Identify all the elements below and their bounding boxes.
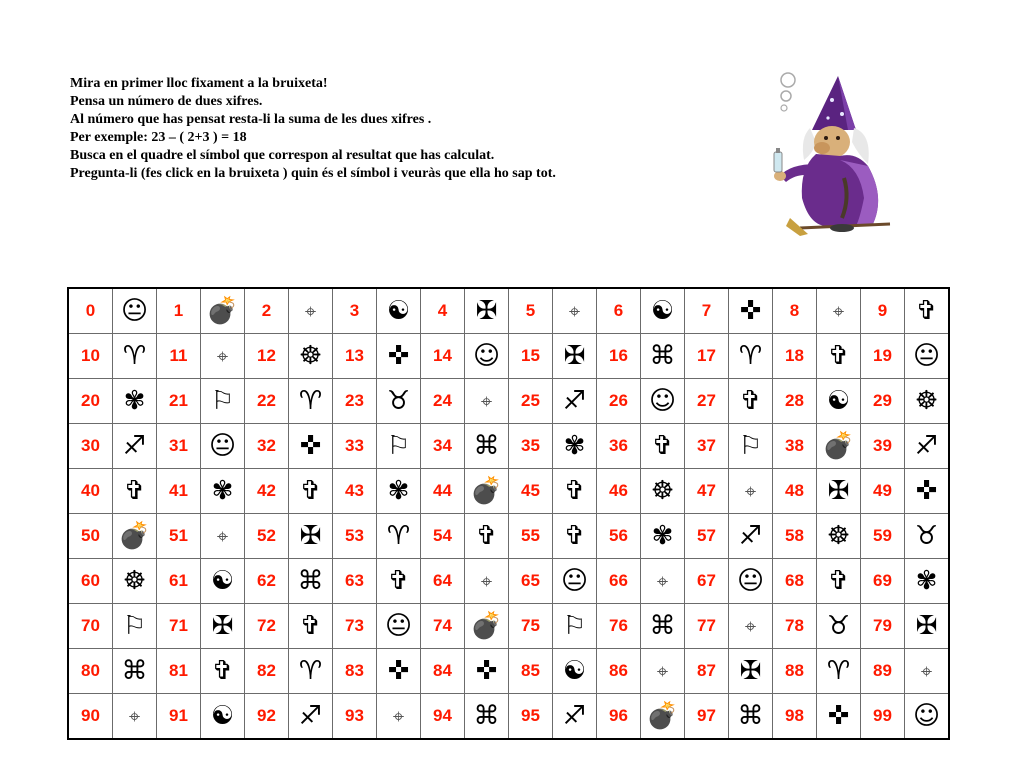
smile-face-icon: ☺ (465, 334, 509, 379)
grid-number: 67 (685, 559, 729, 604)
grid-number: 11 (157, 334, 201, 379)
dharma-wheel-icon: ☸ (817, 514, 861, 559)
crosshair-icon: ⌖ (289, 288, 333, 334)
aries-icon: ♈ (113, 334, 157, 379)
neutral-face-icon: 😐 (729, 559, 773, 604)
grid-number: 51 (157, 514, 201, 559)
command-key-icon: ⌘ (465, 694, 509, 740)
table-row (68, 334, 949, 379)
grid-number: 44 (421, 469, 465, 514)
maltese-cross-icon: ✠ (465, 288, 509, 334)
instruction-line-1: Mira en primer lloc fixament a la bruixeta! (70, 76, 328, 91)
latin-cross-icon: ✞ (729, 379, 773, 424)
celtic-cross-icon: ✜ (289, 424, 333, 469)
grid-number: 20 (68, 379, 113, 424)
maltese-cross-icon: ✠ (553, 334, 597, 379)
grid-number: 81 (157, 649, 201, 694)
instruction-line-3: Al número que has pensat resta-li la suma de les dues xifres . (70, 112, 432, 127)
latin-cross-icon: ✞ (289, 469, 333, 514)
grid-number: 70 (68, 604, 113, 649)
crosshair-icon: ⌖ (641, 559, 685, 604)
flag-icon: ⚐ (377, 424, 421, 469)
flag-icon: ⚐ (201, 379, 245, 424)
grid-number: 34 (421, 424, 465, 469)
grid-number: 26 (597, 379, 641, 424)
grid-number: 14 (421, 334, 465, 379)
sagittarius-icon: ♐ (553, 694, 597, 740)
grid-number: 37 (685, 424, 729, 469)
sagittarius-icon: ♐ (729, 514, 773, 559)
grid-number: 61 (157, 559, 201, 604)
grid-number: 59 (861, 514, 905, 559)
grid-number: 72 (245, 604, 289, 649)
crosshair-icon: ⌖ (553, 288, 597, 334)
flower-icon: ✾ (553, 424, 597, 469)
table-row (68, 694, 949, 740)
latin-cross-icon: ✞ (377, 559, 421, 604)
yin-yang-icon: ☯ (201, 559, 245, 604)
grid-number: 94 (421, 694, 465, 740)
grid-number: 87 (685, 649, 729, 694)
grid-number: 54 (421, 514, 465, 559)
grid-number: 19 (861, 334, 905, 379)
neutral-face-icon: 😐 (113, 288, 157, 334)
command-key-icon: ⌘ (641, 334, 685, 379)
grid-number: 76 (597, 604, 641, 649)
crosshair-icon: ⌖ (817, 288, 861, 334)
grid-number: 40 (68, 469, 113, 514)
yin-yang-icon: ☯ (817, 379, 861, 424)
celtic-cross-icon: ✜ (817, 694, 861, 740)
grid-number: 80 (68, 649, 113, 694)
grid-number: 42 (245, 469, 289, 514)
maltese-cross-icon: ✠ (289, 514, 333, 559)
crosshair-icon: ⌖ (113, 694, 157, 740)
flag-icon: ⚐ (729, 424, 773, 469)
grid-number: 97 (685, 694, 729, 740)
neutral-face-icon: 😐 (377, 604, 421, 649)
maltese-cross-icon: ✠ (729, 649, 773, 694)
grid-number: 5 (509, 288, 553, 334)
grid-number: 57 (685, 514, 729, 559)
grid-number: 18 (773, 334, 817, 379)
aries-icon: ♈ (729, 334, 773, 379)
crosshair-icon: ⌖ (729, 469, 773, 514)
grid-number: 24 (421, 379, 465, 424)
grid-number: 90 (68, 694, 113, 740)
sagittarius-icon: ♐ (553, 379, 597, 424)
latin-cross-icon: ✞ (553, 469, 597, 514)
yin-yang-icon: ☯ (553, 649, 597, 694)
instruction-line-6: Pregunta-li (fes click en la bruixeta ) quin és el símbol i veuràs que ella ho sap tot. (70, 166, 556, 181)
latin-cross-icon: ✞ (641, 424, 685, 469)
celtic-cross-icon: ✜ (465, 649, 509, 694)
grid-number: 78 (773, 604, 817, 649)
flower-icon: ✾ (201, 469, 245, 514)
grid-number: 89 (861, 649, 905, 694)
flower-icon: ✾ (113, 379, 157, 424)
grid-number: 13 (333, 334, 377, 379)
grid-number: 36 (597, 424, 641, 469)
table-row (68, 649, 949, 694)
grid-number: 29 (861, 379, 905, 424)
grid-number: 12 (245, 334, 289, 379)
grid-number: 35 (509, 424, 553, 469)
table-row (68, 424, 949, 469)
latin-cross-icon: ✞ (201, 649, 245, 694)
grid-number: 2 (245, 288, 289, 334)
crosshair-icon: ⌖ (377, 694, 421, 740)
grid-number: 60 (68, 559, 113, 604)
grid-number: 22 (245, 379, 289, 424)
grid-number: 10 (68, 334, 113, 379)
grid-number: 65 (509, 559, 553, 604)
flower-icon: ✾ (377, 469, 421, 514)
crosshair-icon: ⌖ (729, 604, 773, 649)
command-key-icon: ⌘ (465, 424, 509, 469)
sagittarius-icon: ♐ (905, 424, 950, 469)
grid-number: 96 (597, 694, 641, 740)
grid-number: 28 (773, 379, 817, 424)
grid-number: 99 (861, 694, 905, 740)
latin-cross-icon: ✞ (905, 288, 950, 334)
neutral-face-icon: 😐 (905, 334, 950, 379)
dharma-wheel-icon: ☸ (905, 379, 950, 424)
table-row (68, 559, 949, 604)
grid-number: 58 (773, 514, 817, 559)
grid-number: 43 (333, 469, 377, 514)
grid-number: 17 (685, 334, 729, 379)
grid-number: 3 (333, 288, 377, 334)
grid-number: 85 (509, 649, 553, 694)
grid-number: 16 (597, 334, 641, 379)
grid-number: 92 (245, 694, 289, 740)
command-key-icon: ⌘ (729, 694, 773, 740)
grid-number: 73 (333, 604, 377, 649)
grid-number: 15 (509, 334, 553, 379)
neutral-face-icon: 😐 (553, 559, 597, 604)
grid-number: 6 (597, 288, 641, 334)
crosshair-icon: ⌖ (201, 334, 245, 379)
grid-number: 95 (509, 694, 553, 740)
grid-number: 69 (861, 559, 905, 604)
maltese-cross-icon: ✠ (201, 604, 245, 649)
grid-number: 82 (245, 649, 289, 694)
crosshair-icon: ⌖ (641, 649, 685, 694)
celtic-cross-icon: ✜ (905, 469, 950, 514)
aries-icon: ♈ (289, 649, 333, 694)
grid-number: 1 (157, 288, 201, 334)
sagittarius-icon: ♐ (113, 424, 157, 469)
crosshair-icon: ⌖ (905, 649, 950, 694)
witch-button[interactable] (760, 68, 930, 238)
grid-number: 4 (421, 288, 465, 334)
grid-number: 32 (245, 424, 289, 469)
bomb-icon: 💣 (641, 694, 685, 740)
neutral-face-icon: 😐 (201, 424, 245, 469)
yin-yang-icon: ☯ (201, 694, 245, 740)
grid-number: 55 (509, 514, 553, 559)
grid-number: 79 (861, 604, 905, 649)
instruction-line-4: Per exemple: 23 – ( 2+3 ) = 18 (70, 130, 247, 145)
aries-icon: ♈ (289, 379, 333, 424)
latin-cross-icon: ✞ (289, 604, 333, 649)
taurus-icon: ♉ (905, 514, 950, 559)
symbol-table-container (67, 287, 950, 740)
dharma-wheel-icon: ☸ (113, 559, 157, 604)
celtic-cross-icon: ✜ (377, 649, 421, 694)
maltese-cross-icon: ✠ (817, 469, 861, 514)
grid-number: 75 (509, 604, 553, 649)
grid-number: 21 (157, 379, 201, 424)
flower-icon: ✾ (641, 514, 685, 559)
bomb-icon: 💣 (201, 288, 245, 334)
bomb-icon: 💣 (465, 469, 509, 514)
grid-number: 45 (509, 469, 553, 514)
flag-icon: ⚐ (113, 604, 157, 649)
grid-number: 84 (421, 649, 465, 694)
dharma-wheel-icon: ☸ (641, 469, 685, 514)
command-key-icon: ⌘ (289, 559, 333, 604)
table-row (68, 379, 949, 424)
taurus-icon: ♉ (817, 604, 861, 649)
grid-number: 93 (333, 694, 377, 740)
aries-icon: ♈ (377, 514, 421, 559)
grid-number: 7 (685, 288, 729, 334)
latin-cross-icon: ✞ (113, 469, 157, 514)
grid-number: 91 (157, 694, 201, 740)
latin-cross-icon: ✞ (553, 514, 597, 559)
grid-number: 27 (685, 379, 729, 424)
grid-number: 64 (421, 559, 465, 604)
latin-cross-icon: ✞ (465, 514, 509, 559)
latin-cross-icon: ✞ (817, 334, 861, 379)
sagittarius-icon: ♐ (289, 694, 333, 740)
dharma-wheel-icon: ☸ (289, 334, 333, 379)
table-row (68, 469, 949, 514)
grid-number: 77 (685, 604, 729, 649)
grid-number: 46 (597, 469, 641, 514)
grid-number: 71 (157, 604, 201, 649)
grid-number: 9 (861, 288, 905, 334)
grid-number: 63 (333, 559, 377, 604)
instructions-text (70, 75, 770, 183)
grid-number: 41 (157, 469, 201, 514)
grid-number: 0 (68, 288, 113, 334)
grid-number: 39 (861, 424, 905, 469)
grid-number: 31 (157, 424, 201, 469)
bomb-icon: 💣 (817, 424, 861, 469)
grid-number: 50 (68, 514, 113, 559)
grid-number: 38 (773, 424, 817, 469)
command-key-icon: ⌘ (641, 604, 685, 649)
grid-number: 62 (245, 559, 289, 604)
grid-number: 74 (421, 604, 465, 649)
yin-yang-icon: ☯ (641, 288, 685, 334)
instruction-line-5: Busca en el quadre el símbol que correspon al resultat que has calculat. (70, 148, 495, 163)
grid-number: 33 (333, 424, 377, 469)
grid-number: 48 (773, 469, 817, 514)
celtic-cross-icon: ✜ (377, 334, 421, 379)
smile-face-icon: ☺ (641, 379, 685, 424)
grid-number: 53 (333, 514, 377, 559)
bomb-icon: 💣 (465, 604, 509, 649)
yin-yang-icon: ☯ (377, 288, 421, 334)
crosshair-icon: ⌖ (465, 559, 509, 604)
maltese-cross-icon: ✠ (905, 604, 950, 649)
table-row (68, 288, 949, 334)
grid-number: 88 (773, 649, 817, 694)
command-key-icon: ⌘ (113, 649, 157, 694)
grid-number: 49 (861, 469, 905, 514)
grid-number: 83 (333, 649, 377, 694)
grid-number: 98 (773, 694, 817, 740)
aries-icon: ♈ (817, 649, 861, 694)
grid-number: 25 (509, 379, 553, 424)
grid-number: 52 (245, 514, 289, 559)
grid-number: 47 (685, 469, 729, 514)
taurus-icon: ♉ (377, 379, 421, 424)
witch-icon (760, 68, 930, 238)
grid-number: 86 (597, 649, 641, 694)
grid-number: 56 (597, 514, 641, 559)
bomb-icon: 💣 (113, 514, 157, 559)
smile-face-icon: ☺ (905, 694, 950, 740)
celtic-cross-icon: ✜ (729, 288, 773, 334)
flower-icon: ✾ (905, 559, 950, 604)
latin-cross-icon: ✞ (817, 559, 861, 604)
crosshair-icon: ⌖ (465, 379, 509, 424)
table-row (68, 604, 949, 649)
grid-number: 66 (597, 559, 641, 604)
flag-icon: ⚐ (553, 604, 597, 649)
table-row (68, 514, 949, 559)
grid-number: 23 (333, 379, 377, 424)
symbol-table (67, 287, 950, 740)
crosshair-icon: ⌖ (201, 514, 245, 559)
instruction-line-2: Pensa un número de dues xifres. (70, 94, 263, 109)
grid-number: 8 (773, 288, 817, 334)
grid-number: 30 (68, 424, 113, 469)
grid-number: 68 (773, 559, 817, 604)
